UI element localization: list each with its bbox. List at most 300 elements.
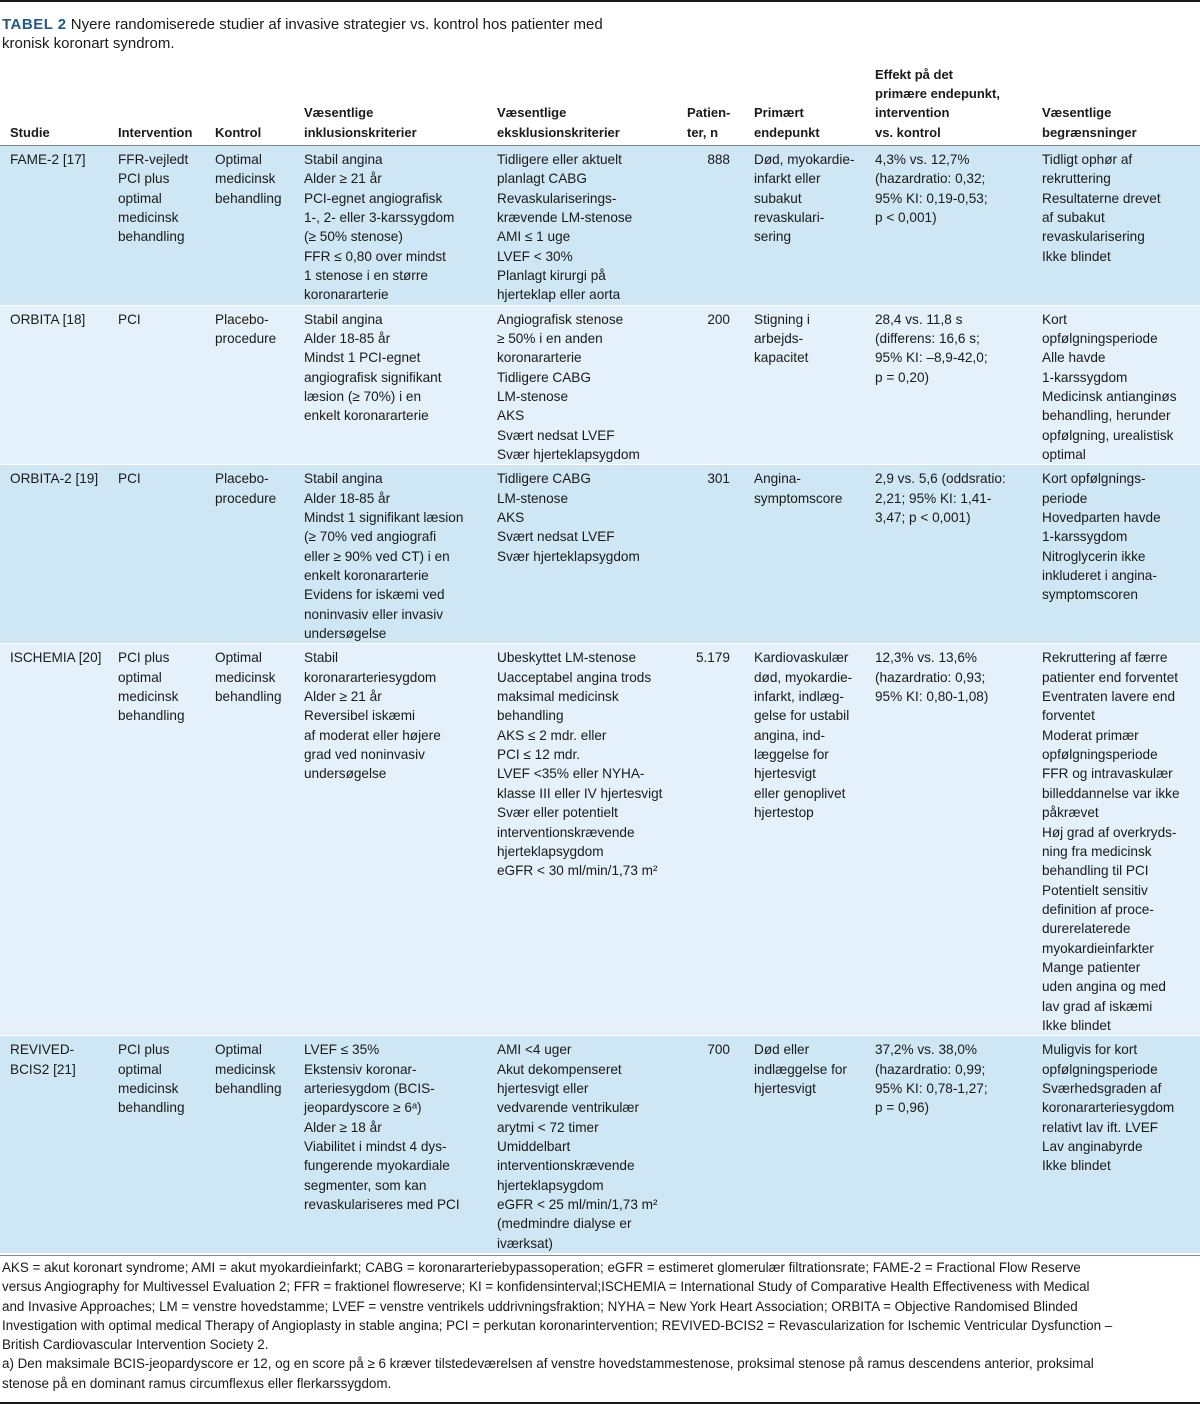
column-header-kontrol-line: Kontrol xyxy=(215,124,262,140)
cell-begraensninger-line: Medicinsk antianginøs xyxy=(1042,388,1177,404)
cell-eksklusionskriterier-line: Svær hjerteklapsygdom xyxy=(497,446,640,462)
cell-kontrol-line: Optimal xyxy=(215,1042,262,1058)
cell-kontrol-line: procedure xyxy=(215,490,277,506)
caption-text-line-2: kronisk koronart syndrom. xyxy=(2,35,175,52)
cell-patienter-line: 301 xyxy=(707,471,730,487)
cell-effekt xyxy=(865,145,1032,305)
cell-inklusionskriterier-line: Alder 18-85 år xyxy=(304,490,391,506)
cell-inklusionskriterier-line: Mindst 1 PCI-egnet xyxy=(304,350,421,366)
cell-inklusionskriterier-line: Ekstensiv koronar- xyxy=(304,1061,417,1077)
cell-effekt-line: 28,4 vs. 11,8 s xyxy=(875,311,963,327)
cell-begraensninger-line: optimal xyxy=(1042,446,1086,462)
cell-eksklusionskriterier-line: LM-stenose xyxy=(497,490,569,506)
cell-eksklusionskriterier-line: hjerteklapsygdom xyxy=(497,843,604,859)
cell-effekt-line: (hazardratio: 0,99; xyxy=(875,1061,986,1077)
cell-begraensninger-line: Hovedparten havde xyxy=(1042,510,1161,525)
cell-begraensninger-line: Kort opfølgnings- xyxy=(1042,471,1146,487)
cell-begraensninger xyxy=(1032,305,1200,465)
cell-inklusionskriterier-line: Stabil angina xyxy=(304,151,383,167)
cell-begraensninger xyxy=(1032,465,1200,644)
cell-studie-line: ISCHEMIA [20] xyxy=(10,650,102,666)
cell-primaert-endepunkt-line: arbejds- xyxy=(754,330,804,346)
cell-eksklusionskriterier-line: AKS ≤ 2 mdr. eller xyxy=(497,727,607,743)
cell-kontrol-line: Placebo- xyxy=(215,471,269,487)
column-header-primaert-endepunkt-line: Primært xyxy=(754,105,804,121)
cell-begraensninger-line: Mange patienter xyxy=(1042,959,1141,975)
cell-patienter-line: 700 xyxy=(707,1042,730,1058)
cell-eksklusionskriterier xyxy=(487,644,677,1036)
cell-patienter-line: 888 xyxy=(707,151,730,167)
top-rule xyxy=(0,0,1200,2)
cell-inklusionskriterier-line: Alder ≥ 21 år xyxy=(304,689,382,705)
cell-inklusionskriterier-line: Evidens for iskæmi ved xyxy=(304,587,445,603)
cell-effekt xyxy=(865,305,1032,465)
cell-studie-line: FAME-2 [17] xyxy=(10,151,86,167)
cell-eksklusionskriterier-line: hjerteklap eller aorta xyxy=(497,287,621,303)
column-header-primaert-endepunkt-line: endepunkt xyxy=(754,124,820,140)
cell-intervention-line: optimal xyxy=(118,669,162,685)
cell-kontrol-line: behandling xyxy=(215,190,282,206)
cell-eksklusionskriterier-line: Angiografisk stenose xyxy=(497,311,624,327)
cell-begraensninger-line: opfølgning, urealistisk xyxy=(1042,427,1174,443)
cell-eksklusionskriterier-line: behandling xyxy=(497,708,564,724)
cell-begraensninger xyxy=(1032,1036,1200,1254)
cell-eksklusionskriterier-line: LVEF < 30% xyxy=(497,248,573,264)
cell-eksklusionskriterier-line: Umiddelbart xyxy=(497,1139,571,1154)
cell-inklusionskriterier xyxy=(294,644,487,1036)
cell-intervention-line: behandling xyxy=(118,1100,185,1116)
footnote-line: AKS = akut koronart syndrome; AMI = akut myokardieinfarkt; CABG = koronararteriebypassoperation; eGFR = estimeret glomerulær filtrationsrate; FAME-2 = Fractional Flow Reserve xyxy=(2,1260,1081,1275)
cell-primaert-endepunkt xyxy=(744,1036,865,1254)
cell-inklusionskriterier-line: (≥ 70% ved angiografi xyxy=(304,529,437,545)
cell-begraensninger-line: Sværhedsgraden af xyxy=(1042,1080,1162,1096)
table-row xyxy=(0,1036,1200,1254)
cell-eksklusionskriterier-line: krævende LM-stenose xyxy=(497,209,633,225)
column-header-eksklusionskriterier-line: eksklusionskriterier xyxy=(497,124,620,140)
column-header-inklusionskriterier-line: Væsentlige xyxy=(304,105,374,121)
cell-eksklusionskriterier-line: maksimal medicinsk xyxy=(497,689,619,705)
cell-eksklusionskriterier-line: Svært nedsat LVEF xyxy=(497,427,615,443)
cell-begraensninger-line: inkluderet i angina- xyxy=(1042,568,1157,584)
footnotes xyxy=(2,1258,1198,1393)
cell-effekt-line: p < 0,001) xyxy=(875,209,937,225)
cell-studie xyxy=(0,644,108,1036)
cell-effekt xyxy=(865,1036,1032,1254)
cell-eksklusionskriterier-line: LM-stenose xyxy=(497,388,569,404)
cell-primaert-endepunkt xyxy=(744,145,865,305)
cell-begraensninger-line: lav grad af iskæmi xyxy=(1042,998,1153,1014)
cell-effekt-line: p = 0,96) xyxy=(875,1100,930,1116)
cell-eksklusionskriterier-line: hjertesvigt eller xyxy=(497,1080,589,1096)
cell-primaert-endepunkt-line: eller genoplivet xyxy=(754,785,846,801)
cell-eksklusionskriterier-line: eGFR < 25 ml/min/1,73 m² xyxy=(497,1197,658,1213)
cell-effekt-line: (differens: 16,6 s; xyxy=(875,330,980,346)
cell-kontrol-line: behandling xyxy=(215,689,282,705)
cell-intervention-line: PCI plus xyxy=(118,650,170,666)
cell-begraensninger-line: FFR og intravaskulær xyxy=(1042,766,1173,782)
cell-begraensninger-line: Høj grad af overkryds- xyxy=(1042,824,1177,840)
cell-studie xyxy=(0,1036,108,1254)
cell-patienter-line: 5.179 xyxy=(695,650,730,666)
cell-eksklusionskriterier-line: Svært nedsat LVEF xyxy=(497,529,615,545)
column-header-patienter xyxy=(677,65,744,145)
cell-begraensninger-line: opfølgningsperiode xyxy=(1042,330,1158,346)
cell-effekt-line: 95% KI: 0,78-1,27; xyxy=(875,1080,988,1096)
footnote-line: British Cardiovascular Intervention Society 2. xyxy=(2,1337,269,1353)
cell-eksklusionskriterier-line: AKS xyxy=(497,510,525,525)
cell-intervention xyxy=(108,1036,205,1254)
cell-kontrol xyxy=(205,465,294,644)
cell-begraensninger-line: revaskularisering xyxy=(1042,229,1145,245)
cell-primaert-endepunkt xyxy=(744,305,865,465)
cell-inklusionskriterier-line: segmenter, som kan xyxy=(304,1177,427,1193)
cell-inklusionskriterier-line: FFR ≤ 0,80 over mindst xyxy=(304,248,446,264)
cell-patienter xyxy=(677,145,744,305)
cell-patienter xyxy=(677,1036,744,1254)
cell-begraensninger-line: uden angina og med xyxy=(1042,979,1166,995)
cell-inklusionskriterier-line: PCI-egnet angiografisk xyxy=(304,190,443,206)
cell-begraensninger-line: Nitroglycerin ikke xyxy=(1042,548,1146,564)
column-header-begraensninger xyxy=(1032,65,1200,145)
cell-inklusionskriterier-line: koronararterie xyxy=(304,287,389,303)
cell-eksklusionskriterier-line: Planlagt kirurgi på xyxy=(497,267,606,283)
column-header-effekt-line: Effekt på det xyxy=(875,67,954,82)
cell-effekt-line: 2,9 vs. 5,6 (oddsratio: xyxy=(875,471,1006,487)
footnote-rule xyxy=(0,1255,1200,1256)
cell-patienter xyxy=(677,465,744,644)
cell-kontrol-line: medicinsk xyxy=(215,171,276,187)
cell-intervention xyxy=(108,465,205,644)
cell-eksklusionskriterier xyxy=(487,465,677,644)
cell-patienter-line: 200 xyxy=(707,311,730,327)
column-header-patienter-line: ter, n xyxy=(687,124,719,140)
cell-inklusionskriterier xyxy=(294,305,487,465)
cell-begraensninger-line: Kort xyxy=(1042,311,1067,327)
cell-kontrol-line: procedure xyxy=(215,330,277,346)
cell-intervention-line: optimal xyxy=(118,190,162,206)
cell-primaert-endepunkt-line: Kardiovaskulær xyxy=(754,650,849,666)
cell-inklusionskriterier-line: Reversibel iskæmi xyxy=(304,708,416,724)
cell-inklusionskriterier-line: (≥ 50% stenose) xyxy=(304,229,403,245)
cell-begraensninger-line: definition af proce- xyxy=(1042,901,1154,917)
cell-patienter xyxy=(677,305,744,465)
cell-primaert-endepunkt xyxy=(744,465,865,644)
cell-intervention-line: medicinsk xyxy=(118,1080,179,1096)
cell-begraensninger-line: koronararteriesygdom xyxy=(1042,1100,1175,1116)
cell-eksklusionskriterier-line: Ubeskyttet LM-stenose xyxy=(497,650,637,666)
cell-inklusionskriterier-line: enkelt koronararterie xyxy=(304,408,429,424)
column-header-effekt-line: primære endepunkt, xyxy=(875,86,1000,102)
cell-primaert-endepunkt-line: Død, myokardie- xyxy=(754,151,855,167)
cell-kontrol-line: medicinsk xyxy=(215,669,276,685)
cell-eksklusionskriterier-line: Tidligere CABG xyxy=(497,471,591,487)
cell-begraensninger-line: Muligvis for kort xyxy=(1042,1042,1138,1058)
cell-intervention-line: PCI xyxy=(118,311,141,327)
study-table xyxy=(0,65,1200,1254)
column-header-intervention-line: Intervention xyxy=(118,124,193,140)
cell-kontrol-line: Optimal xyxy=(215,151,262,167)
cell-eksklusionskriterier xyxy=(487,145,677,305)
column-header-inklusionskriterier xyxy=(294,65,487,145)
cell-primaert-endepunkt-line: symptomscore xyxy=(754,490,843,506)
cell-intervention-line: behandling xyxy=(118,229,185,245)
cell-kontrol xyxy=(205,644,294,1036)
cell-studie-line: ORBITA [18] xyxy=(10,311,86,327)
cell-eksklusionskriterier-line: AMI ≤ 1 uge xyxy=(497,229,571,245)
cell-begraensninger-line: Eventraten lavere end xyxy=(1042,689,1176,705)
cell-eksklusionskriterier-line: eGFR < 30 ml/min/1,73 m² xyxy=(497,863,658,879)
cell-primaert-endepunkt-line: angina, ind- xyxy=(754,727,826,743)
cell-eksklusionskriterier-line: koronararterie xyxy=(497,350,582,366)
cell-eksklusionskriterier-line: Tidligere eller aktuelt xyxy=(497,151,622,167)
cell-begraensninger-line: Lav anginabyrde xyxy=(1042,1139,1143,1154)
cell-inklusionskriterier-line: noninvasiv eller invasiv xyxy=(304,606,444,622)
cell-eksklusionskriterier-line: Svær hjerteklapsygdom xyxy=(497,548,640,564)
cell-effekt-line: 95% KI: 0,19-0,53; xyxy=(875,190,988,206)
cell-eksklusionskriterier-line: interventionskrævende xyxy=(497,1158,635,1174)
cell-studie-line: BCIS2 [21] xyxy=(10,1061,76,1077)
cell-kontrol-line: Placebo- xyxy=(215,311,269,327)
cell-eksklusionskriterier-line: LVEF <35% eller NYHA- xyxy=(497,766,645,782)
cell-primaert-endepunkt-line: Stigning i xyxy=(754,311,810,327)
cell-inklusionskriterier-line: Mindst 1 signifikant læsion xyxy=(304,510,464,525)
cell-inklusionskriterier-line: Stabil xyxy=(304,650,339,666)
cell-eksklusionskriterier-line: Tidligere CABG xyxy=(497,369,591,385)
column-header-effekt-line: vs. kontrol xyxy=(875,124,941,140)
cell-kontrol-line: Optimal xyxy=(215,650,262,666)
cell-begraensninger-line: Ikke blindet xyxy=(1042,248,1111,264)
cell-begraensninger-line: Tidligt ophør af xyxy=(1042,151,1133,167)
column-header-primaert-endepunkt xyxy=(744,65,865,145)
cell-begraensninger-line: billeddannelse var ikke xyxy=(1042,785,1180,801)
column-header-eksklusionskriterier xyxy=(487,65,677,145)
column-header-begraensninger-line: Væsentlige xyxy=(1042,105,1112,121)
cell-inklusionskriterier-line: undersøgelse xyxy=(304,766,387,782)
cell-eksklusionskriterier xyxy=(487,1036,677,1254)
cell-begraensninger-line: durerelaterede xyxy=(1042,921,1131,937)
cell-intervention-line: FFR-vejledt xyxy=(118,151,189,167)
table-row xyxy=(0,465,1200,644)
header-row xyxy=(0,65,1200,145)
cell-effekt-line: p = 0,20) xyxy=(875,369,930,385)
cell-effekt-line: 2,21; 95% KI: 1,41- xyxy=(875,490,992,506)
cell-inklusionskriterier xyxy=(294,465,487,644)
cell-inklusionskriterier-line: angiografisk signifikant xyxy=(304,369,442,385)
cell-inklusionskriterier-line: Alder ≥ 18 år xyxy=(304,1119,382,1135)
cell-primaert-endepunkt-line: hjertestop xyxy=(754,805,814,821)
cell-inklusionskriterier-line: 1 stenose i en større xyxy=(304,267,428,283)
cell-eksklusionskriterier-line: Revaskulariserings- xyxy=(497,190,617,206)
cell-studie-line: REVIVED- xyxy=(10,1042,75,1058)
cell-inklusionskriterier-line: Alder 18-85 år xyxy=(304,330,391,346)
cell-studie xyxy=(0,305,108,465)
cell-begraensninger-line: opfølgningsperiode xyxy=(1042,1061,1158,1077)
cell-eksklusionskriterier-line: interventionskrævende xyxy=(497,824,635,840)
cell-inklusionskriterier-line: enkelt koronararterie xyxy=(304,568,429,584)
cell-begraensninger-line: Alle havde xyxy=(1042,350,1106,366)
cell-primaert-endepunkt-line: død, myokardie- xyxy=(754,669,853,685)
table-body xyxy=(0,145,1200,1253)
table-row xyxy=(0,305,1200,465)
cell-eksklusionskriterier xyxy=(487,305,677,465)
cell-intervention xyxy=(108,145,205,305)
table-row xyxy=(0,145,1200,305)
cell-begraensninger-line: relativt lav ift. LVEF xyxy=(1042,1119,1159,1135)
cell-eksklusionskriterier-line: Uacceptabel angina trods xyxy=(497,669,652,685)
cell-primaert-endepunkt-line: revaskulari- xyxy=(754,209,825,225)
cell-effekt-line: 95% KI: –8,9-42,0; xyxy=(875,350,988,366)
cell-eksklusionskriterier-line: iværksat) xyxy=(497,1235,553,1251)
table-row xyxy=(0,644,1200,1036)
caption-text-line-1: Nyere randomiserede studier af invasive strategier vs. kontrol hos patienter med xyxy=(66,16,603,33)
footnote-line: stenose på en dominant ramus circumflexus eller flerkarssygdom. xyxy=(2,1375,392,1391)
cell-begraensninger-line: behandling til PCI xyxy=(1042,863,1149,879)
footnote-line: and Invasive Approaches; LM = venstre hovedstamme; LVEF = venstre ventrikels uddrivningsfraktion; NYHA = New York Heart Association; ORBITA = Objective Randomised Blinded xyxy=(2,1298,1078,1314)
cell-begraensninger-line: periode xyxy=(1042,490,1088,506)
cell-intervention-line: medicinsk xyxy=(118,209,179,225)
cell-inklusionskriterier-line: undersøgelse xyxy=(304,626,387,642)
column-header-inklusionskriterier-line: inklusionskriterier xyxy=(304,124,417,140)
cell-eksklusionskriterier-line: ≥ 50% i en anden xyxy=(497,330,603,346)
cell-begraensninger-line: 1-karssygdom xyxy=(1042,369,1128,385)
cell-primaert-endepunkt-line: hjertesvigt xyxy=(754,766,816,782)
cell-inklusionskriterier-line: arteriesygdom (BCIS- xyxy=(304,1080,435,1096)
cell-kontrol xyxy=(205,145,294,305)
cell-eksklusionskriterier-line: klasse III eller IV hjertesvigt xyxy=(497,785,663,801)
cell-begraensninger-line: forventet xyxy=(1042,708,1095,724)
cell-eksklusionskriterier-line: vedvarende ventrikulær xyxy=(497,1100,640,1116)
cell-inklusionskriterier-line: Viabilitet i mindst 4 dys- xyxy=(304,1139,447,1154)
cell-effekt xyxy=(865,644,1032,1036)
table-label: TABEL 2 xyxy=(2,16,67,33)
cell-begraensninger-line: Moderat primær xyxy=(1042,727,1139,743)
cell-effekt-line: 37,2% vs. 38,0% xyxy=(875,1042,978,1058)
cell-inklusionskriterier-line: eller ≥ 90% ved CT) i en xyxy=(304,548,450,564)
cell-kontrol-line: behandling xyxy=(215,1080,282,1096)
cell-primaert-endepunkt-line: infarkt eller xyxy=(754,171,821,187)
cell-eksklusionskriterier-line: planlagt CABG xyxy=(497,171,587,187)
column-header-intervention xyxy=(108,65,205,145)
cell-patienter xyxy=(677,644,744,1036)
cell-kontrol xyxy=(205,305,294,465)
column-header-effekt xyxy=(865,65,1032,145)
cell-inklusionskriterier-line: læsion (≥ 70%) i en xyxy=(304,388,422,404)
cell-effekt-line: 12,3% vs. 13,6% xyxy=(875,650,978,666)
cell-eksklusionskriterier-line: Svær eller potentielt xyxy=(497,805,618,821)
cell-primaert-endepunkt-line: Angina- xyxy=(754,471,801,487)
cell-begraensninger-line: Ikke blindet xyxy=(1042,1158,1111,1174)
cell-inklusionskriterier-line: Alder ≥ 21 år xyxy=(304,171,382,187)
cell-inklusionskriterier-line: af moderat eller højere xyxy=(304,727,441,743)
cell-begraensninger-line: Potentielt sensitiv xyxy=(1042,882,1148,898)
cell-primaert-endepunkt-line: infarkt, indlæg- xyxy=(754,689,844,705)
cell-begraensninger-line: af subakut xyxy=(1042,209,1105,225)
cell-begraensninger-line: påkrævet xyxy=(1042,805,1099,821)
cell-inklusionskriterier-line: fungerende myokardiale xyxy=(304,1158,450,1174)
table-header xyxy=(0,65,1200,145)
column-header-effekt-line: intervention xyxy=(875,105,950,121)
cell-eksklusionskriterier-line: Akut dekompenseret xyxy=(497,1061,622,1077)
cell-begraensninger-line: ning fra medicinsk xyxy=(1042,843,1152,859)
cell-eksklusionskriterier-line: (medmindre dialyse er xyxy=(497,1216,632,1232)
cell-begraensninger-line: behandling, herunder xyxy=(1042,408,1171,424)
cell-primaert-endepunkt-line: kapacitet xyxy=(754,350,809,366)
footnote-line: a) Den maksimale BCIS-jeopardyscore er 12, og en score på ≥ 6 kræver tilstedeværelsen af venstre hovedstammestenose, proksimal stenose på ramus descendens anterior, proksimal xyxy=(2,1356,1094,1372)
cell-eksklusionskriterier-line: AKS xyxy=(497,408,525,424)
cell-effekt xyxy=(865,465,1032,644)
cell-eksklusionskriterier-line: AMI <4 uger xyxy=(497,1042,572,1058)
cell-inklusionskriterier-line: jeopardyscore ≥ 6ᵃ) xyxy=(304,1100,422,1116)
cell-primaert-endepunkt-line: subakut xyxy=(754,190,802,206)
footnote-line: Investigation with optimal medical Therapy of Angioplasty in stable angina; PCI = perkutan koronarintervention; REVIVED-BCIS2 = Revascularization for Ischemic Ventricular Dysfunction – xyxy=(2,1317,1113,1333)
cell-primaert-endepunkt-line: Død eller xyxy=(754,1042,810,1058)
cell-inklusionskriterier-line: grad ved noninvasiv xyxy=(304,747,425,763)
cell-begraensninger-line: rekruttering xyxy=(1042,171,1111,187)
cell-studie-line: ORBITA-2 [19] xyxy=(10,471,99,487)
cell-studie xyxy=(0,145,108,305)
cell-begraensninger-line: Rekruttering af færre xyxy=(1042,650,1168,666)
cell-begraensninger-line: patienter end forventet xyxy=(1042,669,1179,685)
cell-intervention-line: behandling xyxy=(118,708,185,724)
column-header-patienter-line: Patien- xyxy=(687,105,731,121)
cell-primaert-endepunkt-line: sering xyxy=(754,229,792,245)
cell-begraensninger xyxy=(1032,145,1200,305)
cell-intervention-line: PCI plus xyxy=(118,171,170,187)
cell-inklusionskriterier xyxy=(294,1036,487,1254)
cell-inklusionskriterier-line: revaskulariseres med PCI xyxy=(304,1197,460,1213)
cell-eksklusionskriterier-line: PCI ≤ 12 mdr. xyxy=(497,747,581,763)
column-header-studie xyxy=(0,65,108,145)
cell-begraensninger-line: Ikke blindet xyxy=(1042,1017,1111,1033)
cell-primaert-endepunkt-line: læggelse for xyxy=(754,747,829,763)
cell-begraensninger-line: opfølgningsperiode xyxy=(1042,747,1158,763)
cell-primaert-endepunkt-line: hjertesvigt xyxy=(754,1080,816,1096)
cell-kontrol-line: medicinsk xyxy=(215,1061,276,1077)
cell-begraensninger-line: symptomscoren xyxy=(1042,587,1138,603)
cell-inklusionskriterier-line: koronararteriesygdom xyxy=(304,669,437,685)
cell-begraensninger-line: Resultaterne drevet xyxy=(1042,190,1161,206)
cell-inklusionskriterier-line: Stabil angina xyxy=(304,471,383,487)
cell-intervention-line: medicinsk xyxy=(118,689,179,705)
column-header-begraensninger-line: begrænsninger xyxy=(1042,124,1137,140)
cell-primaert-endepunkt xyxy=(744,644,865,1036)
cell-studie xyxy=(0,465,108,644)
cell-effekt-line: 4,3% vs. 12,7% xyxy=(875,151,970,167)
cell-primaert-endepunkt-line: indlæggelse for xyxy=(754,1061,847,1077)
cell-effekt-line: (hazardratio: 0,93; xyxy=(875,669,986,685)
cell-eksklusionskriterier-line: arytmi < 72 timer xyxy=(497,1119,599,1135)
column-header-eksklusionskriterier-line: Væsentlige xyxy=(497,105,567,121)
cell-begraensninger xyxy=(1032,644,1200,1036)
cell-inklusionskriterier xyxy=(294,145,487,305)
cell-inklusionskriterier-line: Stabil angina xyxy=(304,311,383,327)
cell-effekt-line: 3,47; p < 0,001) xyxy=(875,510,971,525)
cell-begraensninger-line: 1-karssygdom xyxy=(1042,529,1128,545)
cell-primaert-endepunkt-line: gelse for ustabil xyxy=(754,708,850,724)
cell-intervention xyxy=(108,644,205,1036)
cell-effekt-line: (hazardratio: 0,32; xyxy=(875,171,986,187)
cell-inklusionskriterier-line: LVEF ≤ 35% xyxy=(304,1042,380,1058)
cell-intervention-line: optimal xyxy=(118,1061,162,1077)
cell-effekt-line: 95% KI: 0,80-1,08) xyxy=(875,689,989,705)
cell-intervention-line: PCI plus xyxy=(118,1042,170,1058)
table-caption xyxy=(2,15,722,53)
cell-intervention xyxy=(108,305,205,465)
column-header-studie-line: Studie xyxy=(10,124,50,140)
cell-inklusionskriterier-line: 1-, 2- eller 3-karssygdom xyxy=(304,209,455,225)
cell-begraensninger-line: myokardieinfarkter xyxy=(1042,940,1154,956)
cell-eksklusionskriterier-line: hjerteklapsygdom xyxy=(497,1177,604,1193)
